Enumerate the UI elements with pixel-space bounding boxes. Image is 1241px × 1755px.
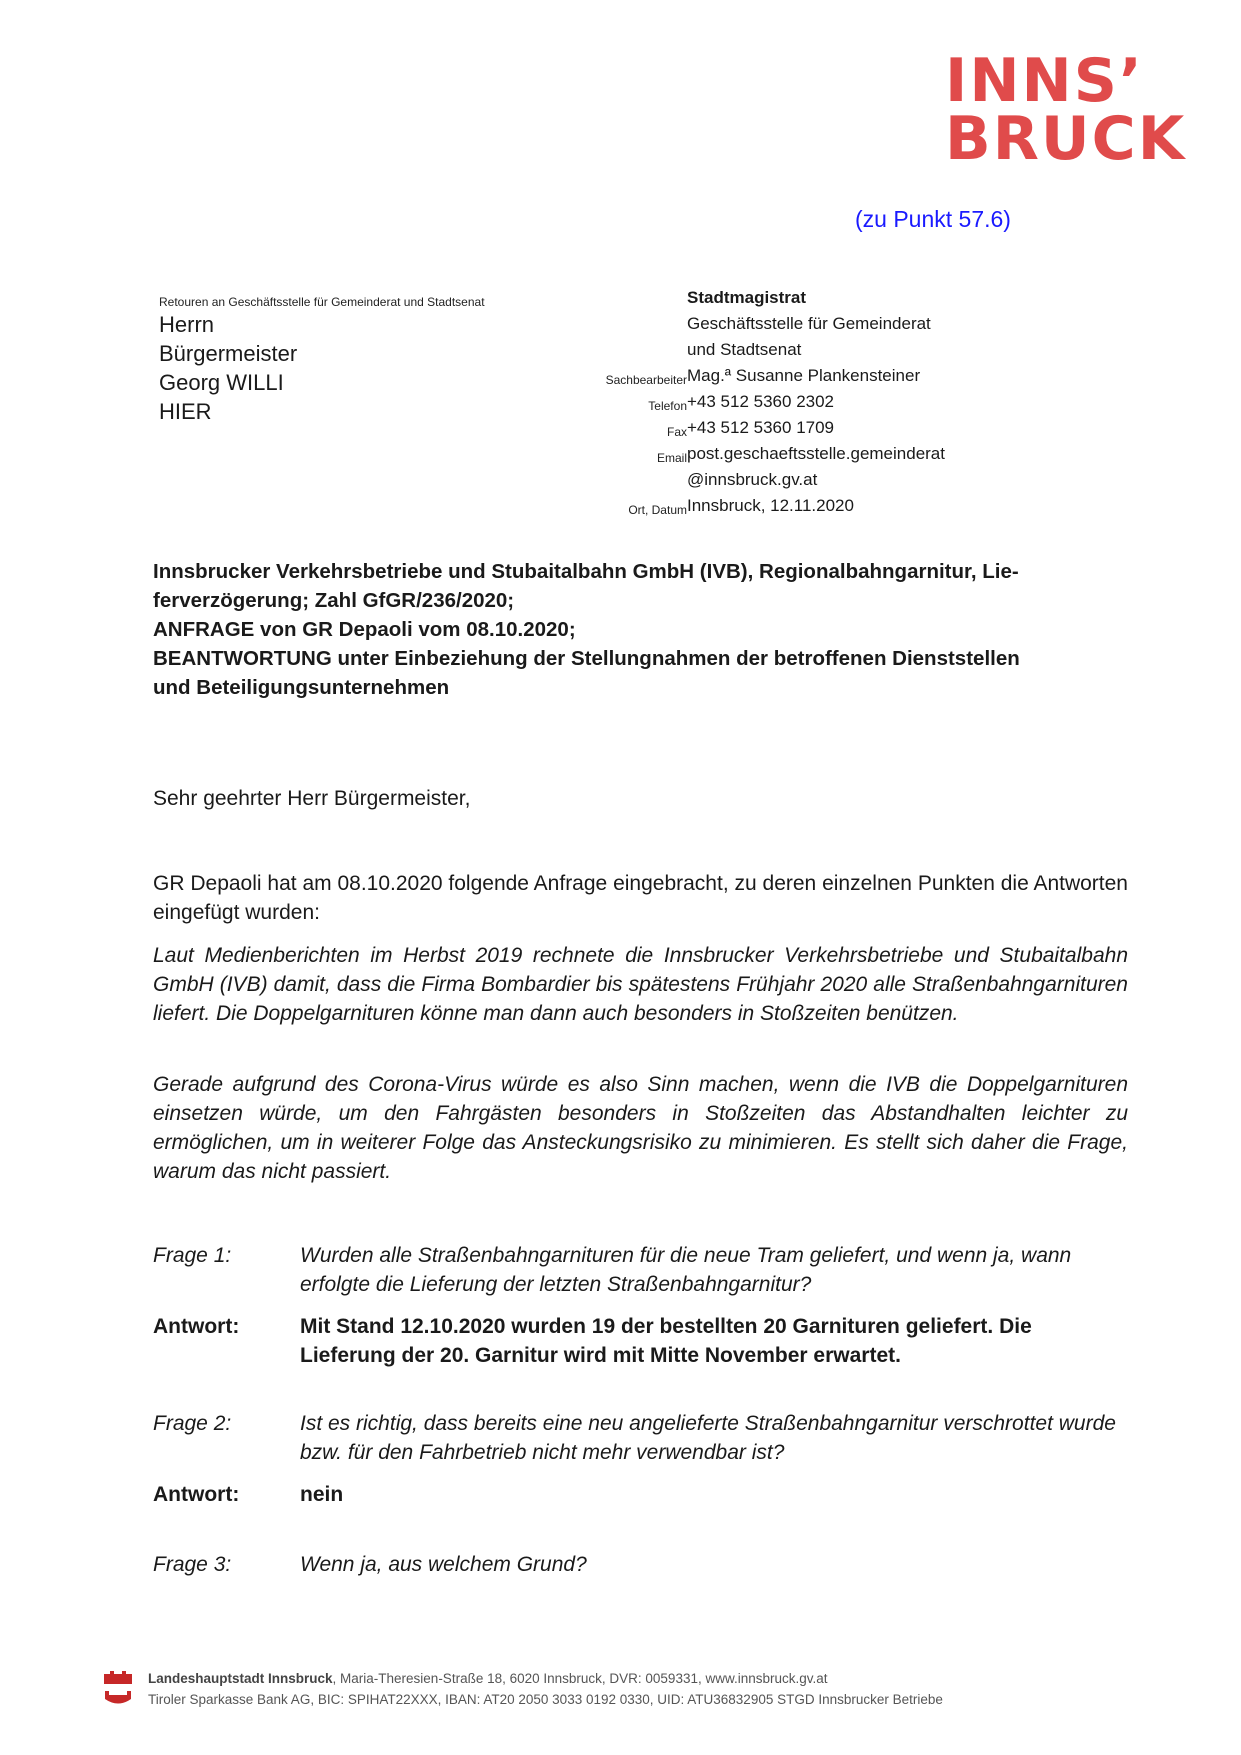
sender-department: und Stadtsenat	[687, 340, 802, 359]
info-value: +43 512 5360 1709	[687, 418, 835, 437]
footer-line-1	[148, 1668, 828, 1689]
logo-line-1: INNS’	[945, 46, 1144, 116]
letter-subject	[153, 557, 1128, 702]
subject-line: BEANTWORTUNG unter Einbeziehung der Stellungnahmen der betroffenen Dienststellen	[153, 647, 1020, 670]
addressee-block	[159, 310, 297, 426]
subject-line: ANFRAGE von GR Depaoli vom 08.10.2020;	[153, 618, 576, 641]
info-label: Telefon	[648, 399, 687, 413]
question-label: Frage 2:	[153, 1412, 232, 1435]
info-value: +43 512 5360 2302	[687, 392, 835, 411]
info-value: Innsbruck, 12.11.2020	[687, 496, 854, 515]
info-value: post.geschaeftsstelle.gemeinderat	[687, 444, 945, 463]
answer-text: Mit Stand 12.10.2020 wurden 19 der bestellten 20 Garnituren geliefert. Die Lieferung der 20. Garnitur wird mit Mitte November erwartet.	[300, 1315, 1032, 1367]
inquiry-quote-paragraph: Laut Medienberichten im Herbst 2019 rechnete die Innsbrucker Verkehrsbetriebe und Stubaitalbahn GmbH (IVB) damit, dass die Firma Bombardier bis spätestens Frühjahr 2020 alle Straßenbahngarnituren liefert. Die Doppelgarnituren könne man dann auch besonders in Stoßzeiten benützen.	[153, 944, 1128, 1025]
question-text: Wurden alle Straßenbahngarnituren für die neue Tram geliefert, und wenn ja, wann erfolgte die Lieferung der letzten Straßenbahngarnitur?	[300, 1244, 1072, 1296]
addressee-line: Herrn	[159, 312, 215, 337]
salutation: Sehr geehrter Herr Bürgermeister,	[153, 787, 471, 810]
question-text: Ist es richtig, dass bereits eine neu angelieferte Straßenbahngarnitur verschrottet wurde bzw. für den Fahrbetrieb nicht mehr verwendbar ist?	[300, 1412, 1116, 1464]
return-address: Retouren an Geschäftsstelle für Gemeinderat und Stadtsenat	[159, 295, 485, 309]
footer-line-2: Tiroler Sparkasse Bank AG, BIC: SPIHAT22XXX, IBAN: AT20 2050 3033 0192 0330, UID: ATU36832905 STGD Innsbrucker Betriebe	[148, 1692, 943, 1707]
answer-label: Antwort:	[153, 1483, 240, 1506]
info-label: Email	[656, 451, 687, 465]
question-label: Frage 3:	[153, 1553, 232, 1576]
subject-line: Innsbrucker Verkehrsbetriebe und Stubaitalbahn GmbH (IVB), Regionalbahngarnitur, Lie-	[153, 560, 1019, 583]
sender-name: Stadtmagistrat	[687, 288, 807, 307]
answer-text: nein	[300, 1483, 344, 1506]
subject-line: und Beteiligungsunternehmen	[153, 676, 450, 699]
question-text: Wenn ja, aus welchem Grund?	[300, 1553, 587, 1576]
subject-line: ferverzögerung; Zahl GfGR/236/2020;	[153, 589, 515, 612]
agenda-point-reference: (zu Punkt 57.6)	[855, 206, 1011, 232]
sender-department: Geschäftsstelle für Gemeinderat	[687, 314, 931, 333]
inquiry-quote-paragraph: Gerade aufgrund des Corona-Virus würde es also Sinn machen, wenn die IVB die Doppelgarnituren einsetzen würde, um den Fahrgästen besonders in Stoßzeiten das Abstandhalten leichter zu ermöglichen, um in weiterer Folge das Ansteckungsrisiko zu minimieren. Es stellt sich daher die Frage, warum das nicht passiert.	[153, 1073, 1128, 1183]
sender-organisation	[687, 285, 1047, 363]
footer-address: , Maria-Theresien-Straße 18, 6020 Innsbruck, DVR: 0059331, www.innsbruck.gv.at	[332, 1671, 828, 1686]
addressee-line: Bürgermeister	[159, 341, 298, 366]
city-emblem-icon	[103, 1670, 133, 1708]
addressee-line: Georg WILLI	[159, 370, 284, 395]
question-label: Frage 1:	[153, 1244, 232, 1267]
info-label: Fax	[666, 425, 687, 439]
answer-label: Antwort:	[153, 1315, 240, 1338]
innsbruck-logo	[945, 46, 1187, 174]
info-label: Sachbearbeiter	[605, 373, 687, 387]
logo-line-2: BRUCK	[945, 104, 1187, 174]
footer-city-name: Landeshauptstadt Innsbruck	[148, 1671, 333, 1686]
addressee-line: HIER	[159, 399, 212, 424]
info-value: @innsbruck.gv.at	[687, 470, 818, 489]
intro-paragraph: GR Depaoli hat am 08.10.2020 folgende Anfrage eingebracht, zu deren einzelnen Punkten die Antworten eingefügt wurden:	[153, 872, 1128, 924]
info-label: Ort, Datum	[628, 503, 687, 517]
info-value: Mag.ª Susanne Plankensteiner	[687, 366, 921, 385]
